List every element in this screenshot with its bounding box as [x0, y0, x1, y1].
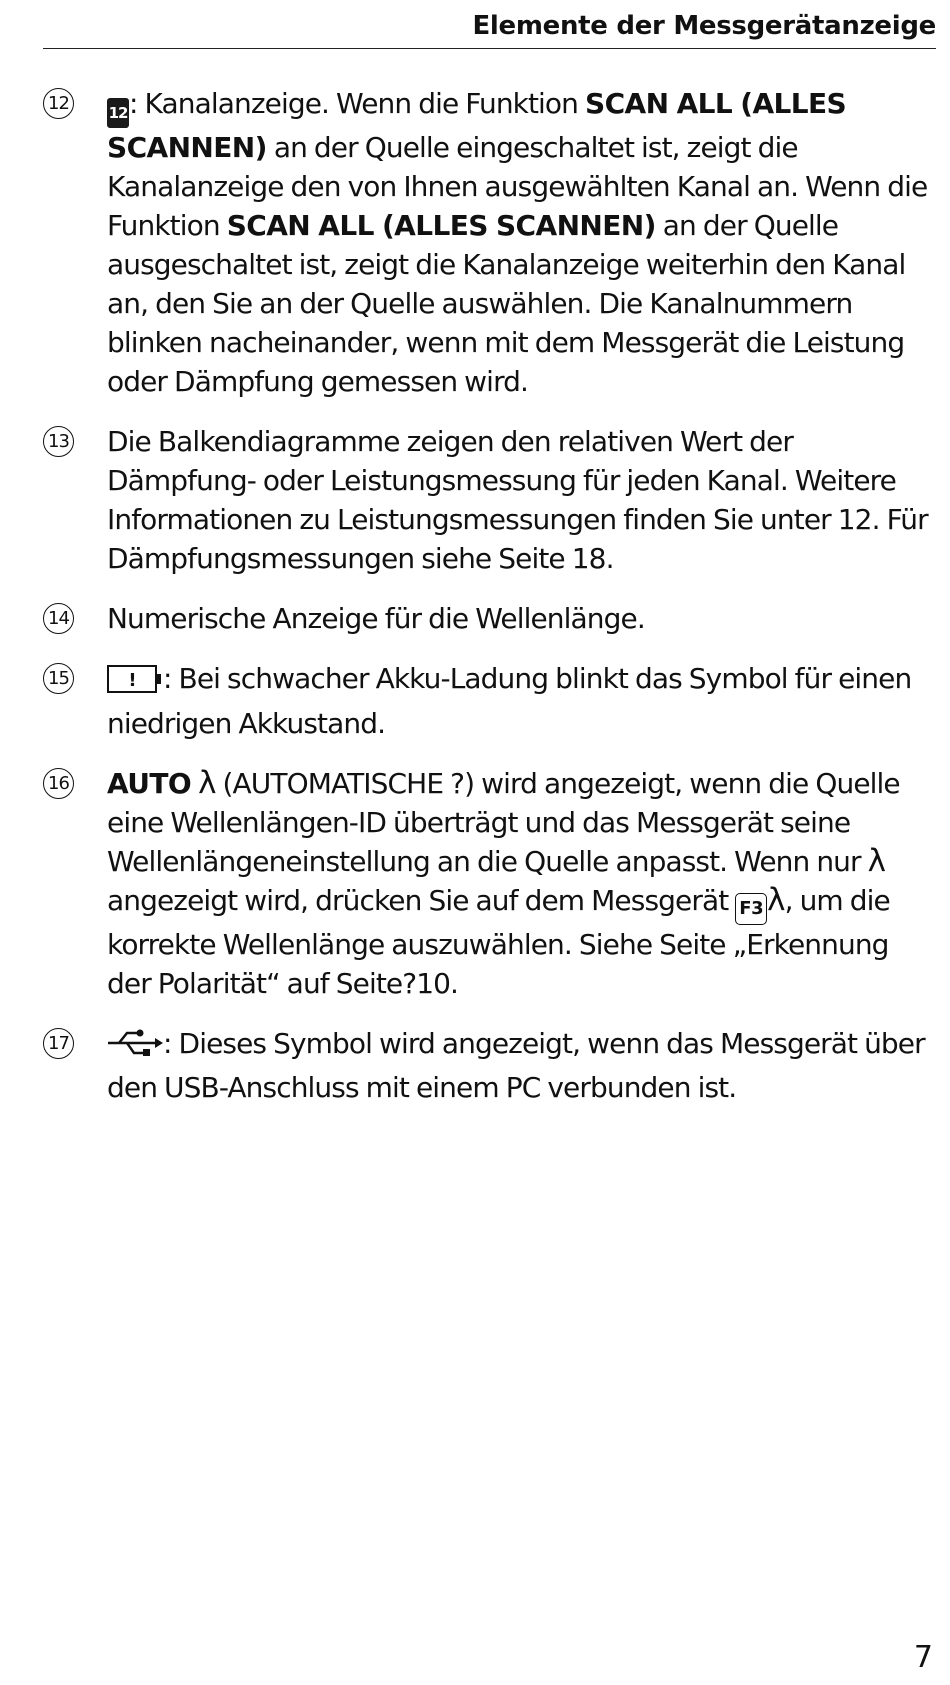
item-number-13: 13 [43, 426, 74, 457]
text-segment: an der Quelle eingeschaltet ist, zeigt die Kanalanzeige den von Ihnen ausgewählten Kanal an. Wenn die Funktion [107, 131, 928, 242]
channel-icon: 12 [107, 98, 129, 128]
auto-label: AUTO [107, 767, 192, 800]
item-text-14: Numerische Anzeige für die Wellenlänge. [107, 602, 645, 635]
bold-term: SCAN ALL (ALLES SCANNEN) [226, 209, 656, 242]
list-item-13 [0, 422, 950, 578]
page-number: 7 [913, 1640, 933, 1675]
lambda-symbol: λ [767, 882, 785, 918]
text-segment: (AUTOMATISCHE ?) wird angezeigt, wenn die Quelle eine Wellenlängen-ID überträgt und das Messgerät seine Wellenlängeneinstellung an die Quelle anpasst. Wenn nur [107, 767, 900, 878]
list-item-14 [0, 599, 950, 638]
item-number-14: 14 [43, 603, 74, 634]
text-segment: angezeigt wird, drücken Sie auf dem Messgerät [107, 884, 736, 917]
low-battery-icon [107, 664, 163, 704]
list-item-17 [0, 1024, 950, 1107]
item-text-13: Die Balkendiagramme zeigen den relativen Wert der Dämpfung- oder Leistungsmessung für jeden Kanal. Weitere Informationen zu Leistungsmessungen finden Sie unter 12. Für Dämpfungsmessungen siehe Seite 18. [107, 425, 928, 575]
page-header [43, 6, 936, 49]
text-segment: : Dieses Symbol wird angezeigt, wenn das Messgerät über den USB-Anschluss mit einem PC verbunden ist. [107, 1027, 925, 1104]
item-text-15 [107, 659, 938, 743]
item-number-16: 16 [43, 768, 74, 799]
f3-key-icon: F3 [735, 893, 767, 925]
item-number-17: 17 [43, 1028, 74, 1059]
list-item-15 [0, 659, 950, 743]
list-item-12 [0, 84, 950, 401]
item-text-17 [107, 1024, 938, 1107]
content [0, 84, 950, 1128]
lambda-symbol: λ [198, 765, 216, 801]
lambda-symbol: λ [867, 843, 886, 879]
svg-text:!: ! [128, 670, 136, 691]
item-number-15: 15 [43, 663, 74, 694]
item-text-12 [107, 84, 938, 401]
usb-icon [107, 1028, 163, 1068]
bold-term: SCAN ALL (ALLES SCANNEN) [107, 87, 847, 164]
text-segment: : Bei schwacher Akku-Ladung blinkt das Symbol für einen niedrigen Akkustand. [107, 662, 912, 740]
item-text-16 [107, 764, 938, 1003]
list-item-16 [0, 764, 950, 1003]
item-number-12: 12 [43, 88, 74, 119]
text-segment: , um die korrekte Wellenlänge auszuwählen. Siehe Seite „Erkennung der Polarität“ auf Seite?10. [107, 884, 890, 1000]
text-segment: : Kanalanzeige. Wenn die Funktion [129, 87, 586, 120]
header-title: Elemente der Messgerätanzeige [472, 11, 936, 41]
text-segment: an der Quelle ausgeschaltet ist, zeigt die Kanalanzeige weiterhin den Kanal an, den Sie an der Quelle auswählen. Die Kanalnummern blinken nacheinander, wenn mit dem Messgerät die Leistung oder Dämpfung gemessen wird. [107, 209, 906, 398]
